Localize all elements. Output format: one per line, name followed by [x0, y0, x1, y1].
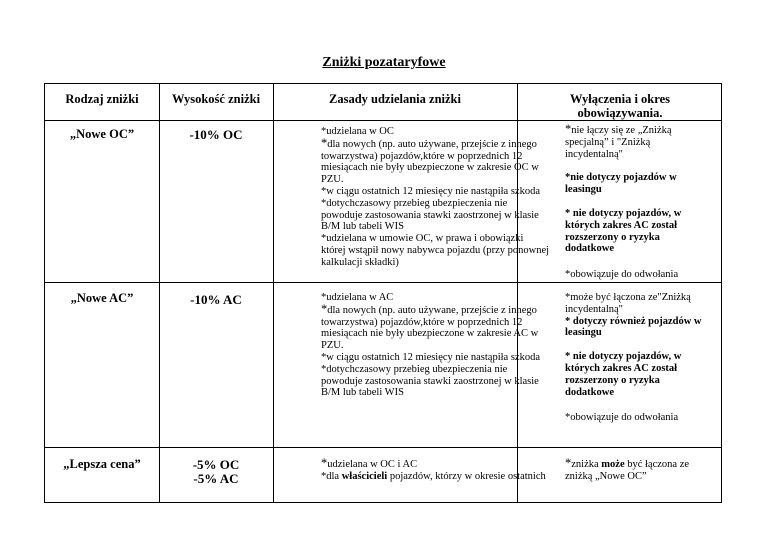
header-discount-type: Rodzaj zniżki	[65, 92, 139, 106]
page-title: Zniżki pozataryfowe	[322, 55, 446, 70]
discount-table	[44, 83, 722, 503]
exclusions-nowe-ac: *może być łączona ze"Zniżką incydentalną" * dotyczy również pojazdów w leasingu * nie dotyczy pojazdów, w których zakres AC został rozszerzony o ryzyka dodatkowe *obowiązuje do odwołania	[565, 292, 702, 424]
rules-lepsza-cena: *udzielana w OC i AC *dla właścicieli pojazdów, którzy w okresie ostatnich	[321, 456, 546, 482]
rules-nowe-oc: *udzielana w OC *dla nowych (np. auto używane, przejście z innego towarzystwa) pojazdów,które w poprzednich 12 miesiącach nie były ubezpieczone w zakresie OC w PZU. *w ciągu ostatnich 12 miesięcy nie nastąpiła szkoda *dotychczasowy przebieg ubezpieczenia nie powoduje zastosowania stawki zaostrzonej w klasie B/M lub tabeli WIS *udzielana w umowie OC, w prawa i obowiązki której wstąpił nowy nabywca pojazdu (przy ponownej kalkulacji składki)	[321, 126, 550, 268]
column-divider	[273, 84, 274, 502]
row-value-nowe-oc: -10% OC	[189, 127, 243, 142]
row-name-nowe-ac: „Nowe AC”	[70, 291, 134, 305]
header-discount-amount: Wysokość zniżki	[171, 92, 261, 106]
row-divider	[45, 120, 721, 121]
row-name-lepsza-cena: „Lepsza cena”	[63, 457, 141, 471]
exclusions-nowe-oc: *nie łączy się ze „Zniżką specjalną” i "Zniżką incydentalną" *nie dotyczy pojazdów w leasingu * nie dotyczy pojazdów, w których zakres AC został rozszerzony o ryzyka dodatkowe *obowiązuje do odwołania	[565, 122, 682, 281]
header-exclusions: Wyłączenia i okres obowiązywania.	[570, 92, 670, 120]
row-name-nowe-oc: „Nowe OC”	[69, 127, 135, 141]
row-divider	[45, 282, 721, 283]
rules-nowe-ac: *udzielana w AC *dla nowych (np. auto używane, przejście z innego towarzystwa) pojazdów,które w poprzednich 12 miesiącach nie były ubezpieczone w zakresie AC w PZU. *w ciągu ostatnich 12 miesięcy nie nastąpiła szkoda *dotychczasowy przebieg ubezpieczenia nie powoduje zastosowania stawki zaostrzonej w klasie B/M lub tabeli WIS	[321, 292, 540, 399]
row-value-lepsza-cena: -5% OC -5% AC	[192, 457, 240, 486]
row-divider	[45, 447, 721, 448]
exclusions-lepsza-cena: *zniżka może być łączona ze zniżką „Nowe OC”	[565, 456, 690, 482]
row-value-nowe-ac: -10% AC	[190, 292, 242, 307]
header-rules: Zasady udzielania zniżki	[329, 92, 461, 106]
